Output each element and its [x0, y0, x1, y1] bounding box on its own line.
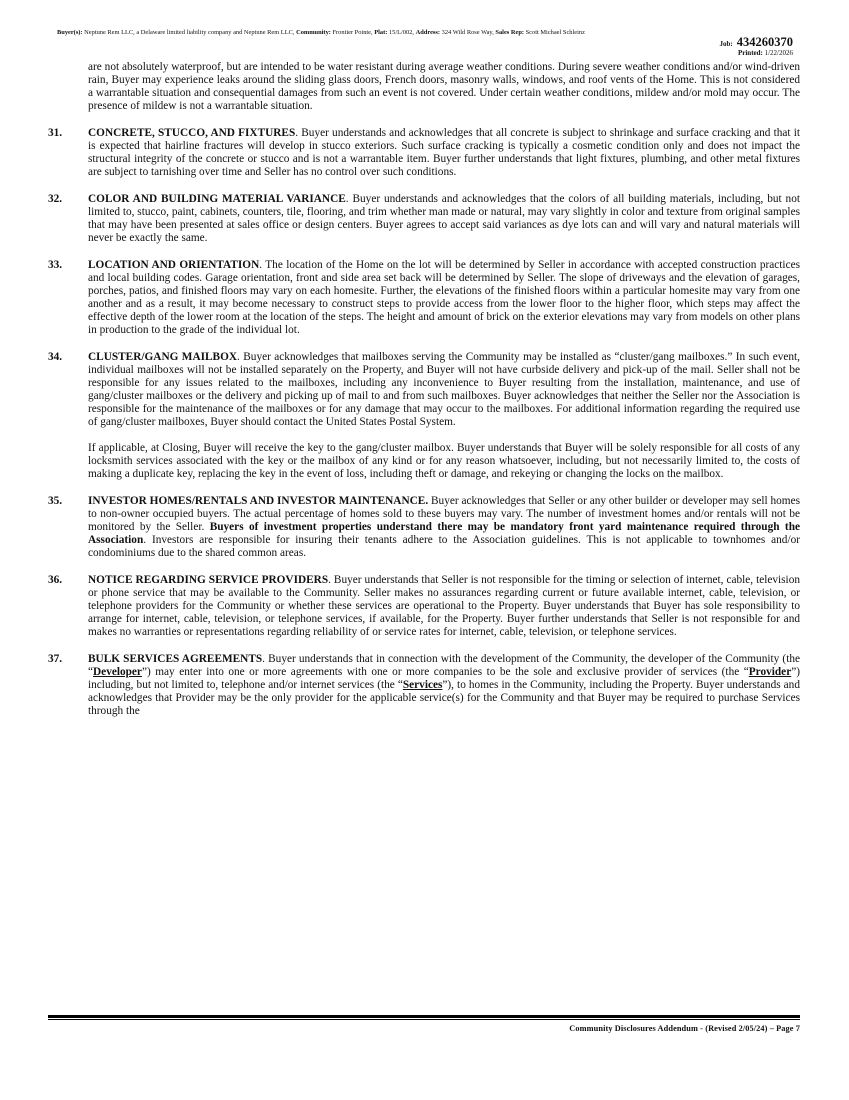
- section-37: [48, 653, 800, 718]
- defined-term-provider: Provider: [748, 666, 792, 679]
- section-text: . Buyer understands that Seller is not responsible for the timing or selection of internet, cable, television or phone service that may be available to the Community. Seller makes no assurances regarding current or future available internet, cable, television, or telephone providers for the Community or whether these services are operational to the Property. Buyer understands that Buyer has sole responsibility to arrange for internet, cable, television, or telephone services, if available, for the Property. Buyer further understands that Seller is not responsible for and makes no warranties or representations regarding reliability of or service rates for internet, cable, television, or telephone services.: [88, 574, 800, 639]
- section-text: . Buyer understands and acknowledges that the colors of all building materials, including, but not limited to, stucco, paint, cabinets, counters, tile, flooring, and trim whether man made or natural, may vary slightly in color and texture from original samples that may have been presented at sales office or design centers. Buyer agrees to accept said variances as dye lots can and will vary and natural materials will never be exactly the same.: [88, 192, 800, 245]
- defined-term-services: Services: [402, 679, 443, 692]
- section-number: 34.: [48, 350, 63, 363]
- section-title: CLUSTER/GANG MAILBOX: [88, 350, 238, 363]
- section-paragraph: [88, 259, 800, 338]
- address-value: 324 Wild Rose Way,: [441, 29, 494, 36]
- section-text: ”), to homes in the Community, including the Property. Buyer understands and acknowledges that Provider may be the only provider for the applicable service(s) for the Community and that Buyer may be required to purchase Services through the: [88, 679, 800, 718]
- section-text: . Investors are responsible for insuring their tenants adhere to the Association guidelines. This is not applicable to townhomes and/or condominiums due to the shared common areas.: [88, 534, 800, 560]
- section-35: [48, 495, 800, 560]
- section-text: ”) including, but not limited to, telephone and/or internet services (the “: [88, 666, 800, 692]
- section-title: LOCATION AND ORIENTATION: [88, 258, 260, 271]
- section-33: [48, 259, 800, 338]
- footer-rule-thin: [48, 1019, 800, 1020]
- section-32: [48, 193, 800, 245]
- section-title: CONCRETE, STUCCO, AND FIXTURES: [88, 126, 296, 139]
- section-text: . Buyer acknowledges that mailboxes serving the Community may be installed as “cluster/gang mailboxes.” In such event, individual mailboxes will not be installed separately on the Property, and Buyer will not have curbside delivery and pick-up of the mail. Seller shall not be responsible for any issues related to the mailboxes, including any inconvenience to Buyer resulting from the installation, maintenance, and use of gang/cluster mailboxes or the delivery and picking up of mail to and from such mailboxes. Buyer acknowledges that neither the Seller nor the Association is responsible for the maintenance of the mailboxes or for any damage that may occur to the mailboxes. For additional information regarding the required use of gang/cluster mailboxes, Buyer should contact the United States Postal System.: [88, 350, 800, 429]
- printed-date: 1/22/2026: [764, 49, 793, 57]
- section-text: ”) may enter into one or more agreements with one or more companies to be the sole and exclusive provider of services (the “: [141, 666, 749, 679]
- section-title: NOTICE REGARDING SERVICE PROVIDERS: [88, 574, 329, 586]
- address-label: Address:: [415, 29, 441, 36]
- section-subparagraph: If applicable, at Closing, Buyer will receive the key to the gang/cluster mailbox. Buyer understands that Buyer will be solely responsible for all costs of any locksmith services associated with the key or the mailbox of any kind or for any reason whatsoever, including, but not necessarily limited to, the costs of making a duplicate key, replacing the key in the event of loss, including theft or damage, and rekeying or changing the locks on the mailbox.: [88, 442, 800, 481]
- section-text: Buyer acknowledges that Seller or any other builder or developer may sell homes to non-owner occupied buyers. The actual percentage of homes sold to these buyers may vary. The number of investment homes and/or rentals will not be monitored by the Seller.: [88, 495, 800, 534]
- section-paragraph: [88, 653, 800, 718]
- footer-rule-thick: [48, 1015, 800, 1018]
- document-body: [48, 61, 800, 718]
- sales-rep-value: Scott Michael Schleinz: [525, 29, 585, 36]
- community-label: Community:: [296, 29, 331, 36]
- section-paragraph: [88, 127, 800, 179]
- section-36: [48, 574, 800, 639]
- section-number: 33.: [48, 258, 63, 271]
- job-info: [720, 33, 793, 57]
- section-paragraph: [88, 193, 800, 245]
- intro-paragraph: are not absolutely waterproof, but are intended to be water resistant during average weather conditions. During severe weather conditions and/or wind-driven rain, Buyer may experience leaks around the sliding glass doors, French doors, masonry walls, windows, and roof vents of the Home. This is not considered a warrantable situation and consequential damages from such an event is not covered. Under certain weather conditions, mildew and/or mold may occur. The presence of mildew is not a warrantable situation.: [88, 61, 800, 113]
- community-value: Frontier Pointe,: [332, 29, 373, 36]
- section-number: 32.: [48, 192, 63, 205]
- buyers-label: Buyer(s):: [57, 29, 83, 36]
- section-34: [48, 351, 800, 482]
- section-number: 36.: [48, 574, 63, 586]
- section-31: [48, 127, 800, 179]
- printed-label: Printed:: [737, 49, 763, 57]
- defined-term-developer: Developer: [93, 666, 142, 679]
- section-text: . Buyer understands that in connection with the development of the Community, the developer of the Community (the “: [88, 652, 800, 679]
- header-details: [57, 29, 697, 38]
- section-text: . Buyer understands and acknowledges that all concrete is subject to shrinkage and surface cracking and that it is expected that hairline fractures will develop in stucco exteriors. Such surface cracking is typically a cosmetic condition only and does not impact the structural integrity of the concrete or stucco and is not a warrantable item. Buyer further understands that light fixtures, plumbing, and other metal fixtures are subject to tarnishing over time and Seller has no control over such conditions.: [88, 126, 801, 179]
- section-title: INVESTOR HOMES/RENTALS AND INVESTOR MAINTENANCE.: [88, 495, 429, 508]
- job-number: 434260370: [736, 35, 793, 49]
- plat-label: Plat:: [374, 29, 388, 36]
- section-text: . The location of the Home on the lot will be determined by Seller in accordance with accepted construction practices and local building codes. Garage orientation, front and side area set back will be determined by Seller. The slope of driveways and the elevation of garages, porches, patios, and finished floors may vary on each homesite. Further, the elevations of the finished floors within a particular homesite may vary from one another and as a result, it may become necessary to construct steps to provide access from the lower floor to the higher floor, which steps may affect the effective depth of the lower room at the location of the steps. The height and amount of brick on the exterior elevations may vary from models on other plans in production to the grade of the individual lot.: [88, 258, 800, 337]
- footer-divider: [48, 1015, 800, 1020]
- sales-rep-label: Sales Rep:: [495, 29, 525, 36]
- section-paragraph: [88, 574, 800, 639]
- buyers-value: Neptune Rem LLC, a Delaware limited liability company and Neptune Rem LLC,: [84, 29, 295, 36]
- section-number: 35.: [48, 495, 63, 508]
- page-footer: Community Disclosures Addendum - (Revised 2/05/24) – Page 7: [569, 1024, 800, 1033]
- section-number: 37.: [48, 652, 63, 665]
- job-label: Job:: [719, 40, 733, 48]
- page-header: [57, 29, 793, 59]
- section-bold-text: Buyers of investment properties understand there may be mandatory front yard maintenance required through the Association: [88, 521, 800, 547]
- plat-value: 15/L/002,: [388, 29, 415, 36]
- section-number: 31.: [48, 126, 63, 139]
- section-paragraph: [88, 351, 800, 430]
- section-title: COLOR AND BUILDING MATERIAL VARIANCE: [88, 192, 346, 205]
- section-title: BULK SERVICES AGREEMENTS: [88, 652, 263, 665]
- section-paragraph: [88, 495, 800, 560]
